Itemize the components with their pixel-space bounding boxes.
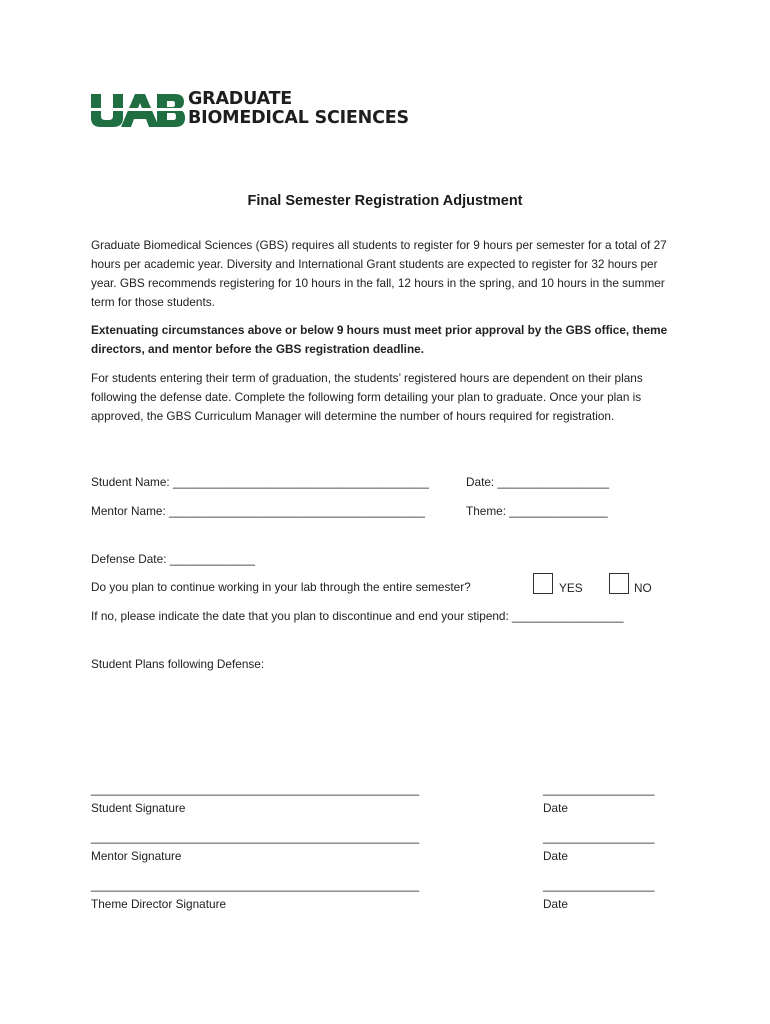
logo-wordmark: [188, 90, 409, 128]
mentor-name-field[interactable]: Mentor Name: _______________________________________: [91, 504, 425, 518]
defense-date-field[interactable]: Defense Date: _____________: [91, 552, 255, 566]
student-signature-label: Student Signature: [91, 801, 186, 815]
student-plans-label: Student Plans following Defense:: [91, 657, 265, 671]
student-signature-line[interactable]: __________________________________________________: [91, 782, 420, 796]
mentor-signature-date-label: Date: [543, 849, 568, 863]
no-label: NO: [634, 581, 652, 595]
lab-question: Do you plan to continue working in your lab through the entire semester?: [91, 580, 471, 594]
yes-checkbox[interactable]: [533, 573, 553, 594]
theme-director-date-label: Date: [543, 897, 568, 911]
student-signature-date-line[interactable]: _________________: [543, 782, 655, 796]
date-field[interactable]: Date: _________________: [466, 475, 610, 489]
discontinue-date-field[interactable]: If no, please indicate the date that you plan to discontinue and end your stipend: _________________: [91, 609, 624, 623]
theme-director-date-line[interactable]: _________________: [543, 878, 655, 892]
no-checkbox[interactable]: [609, 573, 629, 594]
approval-notice: Extenuating circumstances above or below 9 hours must meet prior approval by the GBS office, theme directors, and mentor before the GBS registration deadline.: [91, 323, 668, 356]
logo-line-2: BIOMEDICAL SCIENCES: [188, 108, 409, 128]
mentor-signature-line[interactable]: __________________________________________________: [91, 830, 420, 844]
yes-label: YES: [559, 581, 583, 595]
theme-director-signature-line[interactable]: __________________________________________________: [91, 878, 420, 892]
uab-gbs-logo: [91, 89, 421, 130]
graduation-paragraph: For students entering their term of graduation, the students’ registered hours are dependent on their plans following the defense date. Complete the following form detailing your plan to graduate. Once your plan is approved, the GBS Curriculum Manager will determine the number of hours required for registration.: [91, 371, 643, 423]
theme-field[interactable]: Theme: _______________: [466, 504, 608, 518]
mentor-signature-date-line[interactable]: _________________: [543, 830, 655, 844]
intro-paragraph: Graduate Biomedical Sciences (GBS) requires all students to register for 9 hours per semester for a total of 27 hours per academic year. Diversity and International Grant students are expected to register for 32 hours per year. GBS recommends registering for 10 hours in the fall, 12 hours in the spring, and 10 hours in the summer term for those students.: [91, 238, 667, 309]
student-name-field[interactable]: Student Name: _______________________________________: [91, 475, 429, 489]
uab-logo-mark: [91, 94, 185, 130]
mentor-signature-label: Mentor Signature: [91, 849, 182, 863]
student-signature-date-label: Date: [543, 801, 568, 815]
theme-director-signature-label: Theme Director Signature: [91, 897, 227, 911]
page-title: Final Semester Registration Adjustment: [247, 193, 523, 209]
logo-line-1: GRADUATE: [188, 89, 293, 109]
